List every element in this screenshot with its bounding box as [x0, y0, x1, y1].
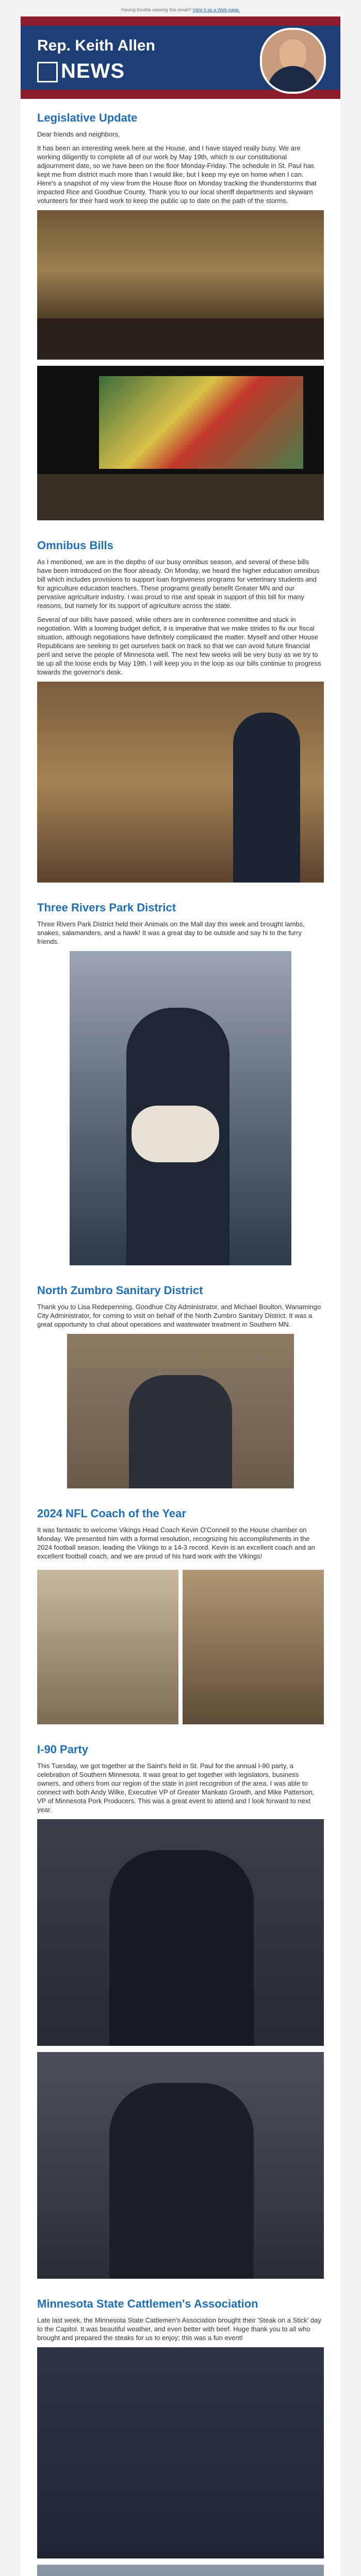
section-title: Minnesota State Cattlemen's Association — [37, 2297, 258, 2310]
i90-photo-1 — [37, 1819, 324, 2046]
banner-stripe-top — [21, 16, 340, 26]
newsletter-card — [21, 16, 340, 2576]
people-group — [109, 1850, 254, 2046]
section-title: I-90 Party — [37, 1743, 89, 1756]
floor-speech-photo — [37, 682, 324, 883]
coach-photo-2 — [183, 1570, 324, 1724]
section-body: It has been an interesting week here at the House, and I have stayed really busy. We are working diligently to complete all of our work by May 19th, which is our constitutional adjournment date, so we have been on the floor Monday-Friday. The schedule in St. Paul has kept me from district much more than I would like, but I keep my eye on home when I can. Here's a snapshot of my view from the House floor on Monday tracking the thunderstorms that impacted Rice and Goodhue County. Thank you to our local sheriff departments and skywarn volunteers for their hard work to keep the public up to date on the path of the storms. — [37, 144, 317, 205]
cattlemen-photo-2 — [37, 2565, 324, 2576]
section-body: Three Rivers Park District held their Animals on the Mall day this week and brought lambs, snakes, salamanders, and a hawk! It was a great day to be outside and say hi to the furry friends. — [37, 920, 305, 945]
section-body: Late last week, the Minnesota State Cattlemen's Association brought their 'Steak on a Stick' day to the Capitol. It was beautiful weather, and even better with beef. Huge thank you to all who brought and prepared the steaks for us to enjoy; this was a fun event! — [37, 2316, 321, 2342]
section-north-zumbro — [21, 1272, 340, 1488]
chamber-desks — [37, 318, 324, 360]
people-group — [109, 2083, 254, 2279]
portrait-suit — [267, 66, 319, 94]
speaker-figure — [233, 713, 300, 883]
weather-map-photo — [37, 366, 324, 520]
lamb — [132, 1106, 219, 1162]
section-title: North Zumbro Sanitary District — [37, 1284, 203, 1297]
section-i90 — [21, 1731, 340, 2279]
zumbro-photo — [67, 1334, 294, 1488]
portrait-face — [280, 39, 306, 70]
section-body: Several of our bills have passed, while others are in conference committee and stuck in negotiation. With a looming budget deficit, it is imperative that we make strides to fix our fiscal situation, although negotiations have definitely complicated the matter. Myself and other House Republicans are seeking to get ourselves back on track so that we can avoid future financial peril and serve the people of Minnesota well. The next few weeks will be very busy as we try to tie up all the loose ends by May 19th. I will keep you in the loop as our bills continue to progress towards the governor's desk. — [37, 616, 321, 676]
i90-photo-2 — [37, 2052, 324, 2279]
section-body: It was fantastic to welcome Vikings Head Coach Kevin O'Connell to the House chamber on Monday. We presented him with a formal resolution, recognizing his accomplishments in the 2024 football season, leading the Vikings to a 14-3 record. Kevin is an excellent coach and an excellent football coach, and we are proud of his hard work with the Vikings! — [37, 1526, 315, 1560]
section-body: Thank you to Lisa Redepenning, Goodhue City Administrator, and Michael Boulton, Wanamingo City Administrator, for coming to visit on behalf of the North Zumbro Sanitary District. It was a great opportunity to chat about operations and wastewater treatment in Southern MN. — [37, 1303, 321, 1328]
view-web-link[interactable]: View it as a Web page. — [192, 7, 240, 12]
section-omnibus — [21, 527, 340, 883]
section-legislative — [21, 99, 340, 520]
coach-photo-row — [37, 1566, 324, 1731]
news-checkbox-icon — [37, 62, 58, 82]
section-three-rivers — [21, 889, 340, 1265]
section-body: This Tuesday, we got together at the Saint's field in St. Paul for the annual I-90 party, a celebration of Southern Minnesota. It was great to get together with legislators, business owners, and others from our region of the state in joint recognition of the area. I was able to connect with both Andy Wilke, Executive VP of Greater Mankato Growth, and Mike Patterson, VP of Minnesota Pork Producers. This was a great event to attend and I look forward to next year. — [37, 1762, 315, 1814]
portrait-image — [260, 28, 326, 94]
top-note — [0, 0, 361, 16]
people-group — [129, 1375, 232, 1488]
section-nfl-coach — [21, 1495, 340, 1731]
top-note-text: Having trouble viewing this email? — [121, 7, 191, 12]
weather-map — [99, 376, 303, 469]
house-floor-photo — [37, 210, 324, 360]
banner-name: Rep. Keith Allen — [37, 37, 155, 54]
chamber-seats — [37, 474, 324, 520]
cattlemen-photo-1 — [37, 2347, 324, 2558]
section-title: Three Rivers Park District — [37, 901, 176, 914]
section-body: As I mentioned, we are in the depths of our busy omnibus season, and several of these bills have been introduced on the floor already. On Monday, we heard the higher education omnibus bill which includes provisions to support loan forgiveness programs for veterinary students and for agriculture education teachers. These programs greatly benefit Greater MN and our pervasive agriculture industry. I was proud to rise and speak in support of this bill for many reasons, but namely for its support of agriculture across the state. — [37, 558, 320, 609]
banner — [21, 16, 340, 99]
lamb-photo — [70, 951, 291, 1265]
section-title: Omnibus Bills — [37, 539, 113, 552]
section-title: 2024 NFL Coach of the Year — [37, 1507, 186, 1520]
section-cattlemen — [21, 2285, 340, 2576]
greeting: Dear friends and neighbors, — [37, 130, 120, 138]
banner-news: NEWS — [61, 60, 125, 82]
section-title: Legislative Update — [37, 111, 138, 124]
coach-photo-1 — [37, 1570, 178, 1724]
